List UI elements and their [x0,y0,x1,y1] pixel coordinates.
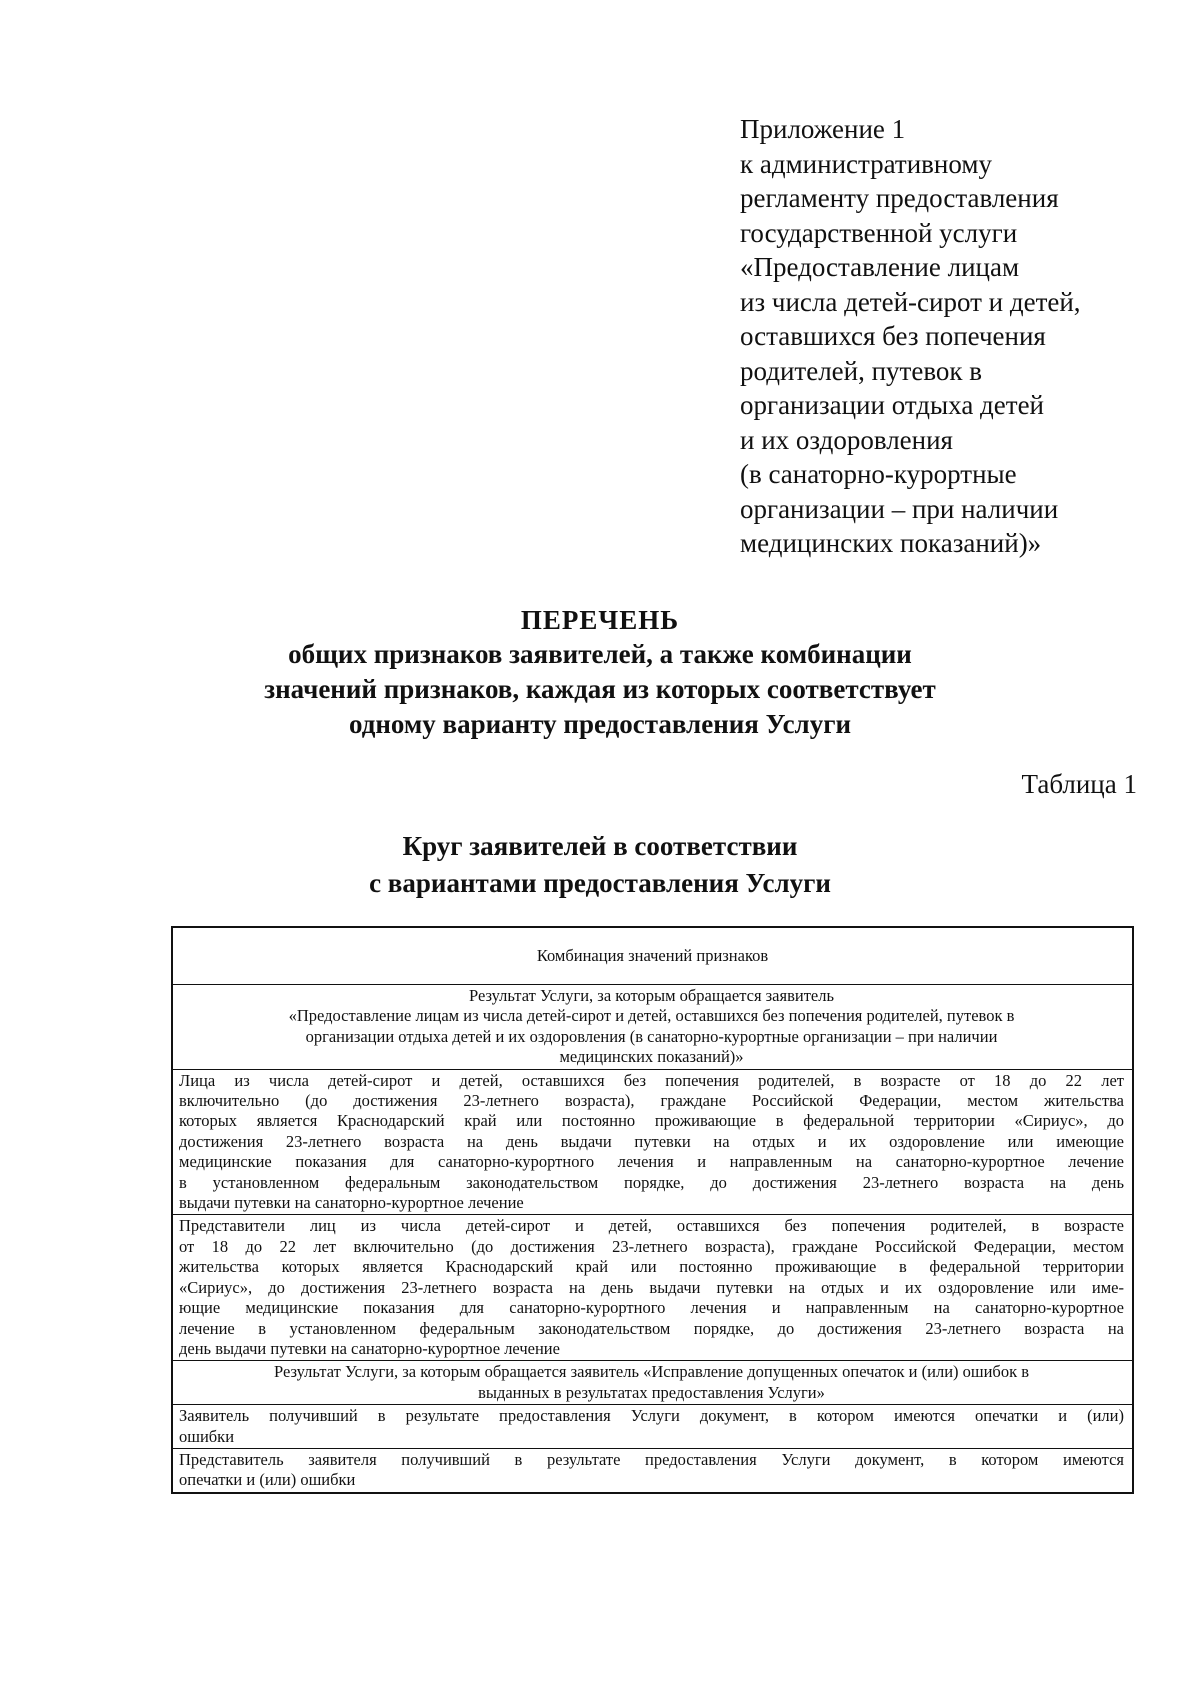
row-line: жительства которых является Краснодарский край или постоянно проживающие в федеральной территории [179,1257,1124,1277]
appendix-line: «Предоставление лицам [740,252,1020,282]
document-subtitle [0,637,1200,742]
appendix-line: Приложение 1 [740,114,906,144]
row-line: которых является Краснодарский край или постоянно проживающие в федеральной территории «Сириус», до [179,1111,1124,1131]
appendix-line: организации – при наличии [740,493,1059,524]
row-line: Результат Услуги, за которым обращается заявитель [469,986,834,1005]
appendix-line: к административному [740,148,992,179]
table-row [173,1214,1132,1360]
row-line: медицинские показания для санаторно-курортного лечения и направленным на санаторно-курортное лечение [179,1152,1124,1172]
table-label: Таблица 1 [1021,769,1137,799]
table-title [0,828,1200,902]
row-line: Представители лиц из числа детей-сирот и детей, оставшихся без попечения родителей, в возрасте [179,1216,1124,1236]
row-line: от 18 до 22 лет включительно (до достижения 23-летнего возраста), граждане Российской Федерации, местом [179,1236,1124,1256]
row-line: «Предоставление лицам из числа детей-сирот и детей, оставшихся без попечения родителей, путевок в [288,1006,1015,1026]
appendix-line: родителей, путевок в [740,355,983,386]
subtitle-line: общих признаков заявителей, а также комбинации [288,639,912,669]
appendix-line: медицинских показаний)» [740,528,1042,558]
table-title-line: Круг заявителей в соответствии [402,831,798,861]
appendix-line: регламенту предоставления [740,183,1059,213]
applicants-table [171,926,1134,1494]
row-line: опечатки и (или) ошибки [179,1470,356,1490]
row-line: Представитель заявителя получивший в результате предоставления Услуги документ, в котором имеются [179,1449,1124,1469]
row-line: организации отдыха детей и их оздоровления (в санаторно-курортные организации – при наличии [305,1026,998,1046]
document-title: ПЕРЕЧЕНЬ [520,605,680,635]
row-line: в установленном федеральным законодательством порядке, до достижения 23-летнего возраста на день [179,1172,1124,1192]
appendix-line: из числа детей-сирот и детей, [740,286,1081,317]
appendix-block [740,112,1160,561]
table-row [173,984,1132,1069]
table-row [173,1404,1132,1448]
row-line: включительно (до достижения 23-летнего возраста), граждане Российской Федерации, местом жительства [179,1091,1124,1111]
row-line: выданных в результатах предоставления Услуги» [478,1382,825,1402]
row-line: ющие медицинские показания для санаторно-курортного лечения и направленным на санаторно-курортное [179,1298,1124,1318]
row-line: день выдачи путевки на санаторно-курортное лечение [179,1338,560,1358]
table-header [173,928,1132,984]
subtitle-line: одному варианту предоставления Услуги [348,709,852,739]
row-line: лечение в установленном федеральным законодательством порядке, до достижения 23-летнего возраста на [179,1318,1124,1338]
row-line: «Сириус», до достижения 23-летнего возраста на день выдачи путевки на отдых и их оздоровление или име- [179,1277,1124,1297]
table-title-line: с вариантами предоставления Услуги [369,868,831,898]
table-row [173,1360,1132,1404]
row-line: медицинских показаний)» [559,1047,744,1067]
row-line: выдачи путевки на санаторно-курортное лечение [179,1193,524,1213]
table-header-label: Комбинация значений признаков [536,945,769,965]
row-line: Лица из числа детей-сирот и детей, оставшихся без попечения родителей, в возрасте от 18 до 22 лет [179,1070,1124,1090]
appendix-line: организации отдыха детей [740,390,1045,420]
table-row [173,1069,1132,1215]
row-line: Заявитель получивший в результате предоставления Услуги документ, в котором имеются опечатки и (или) [179,1406,1124,1426]
subtitle-line: значений признаков, каждая из которых соответствует [264,674,936,704]
row-line: ошибки [179,1426,235,1446]
appendix-line: и их оздоровления [740,424,953,455]
appendix-line: оставшихся без попечения [740,321,1046,351]
appendix-line: (в санаторно-курортные [740,459,1017,489]
appendix-line: государственной услуги [740,217,1018,248]
row-line: Результат Услуги, за которым обращается заявитель «Исправление допущенных опечаток и (или) ошибок в [273,1362,1030,1382]
table-row [173,1448,1132,1492]
row-line: достижения 23-летнего возраста на день выдачи путевки на отдых и их оздоровление или имеющие [179,1131,1124,1151]
